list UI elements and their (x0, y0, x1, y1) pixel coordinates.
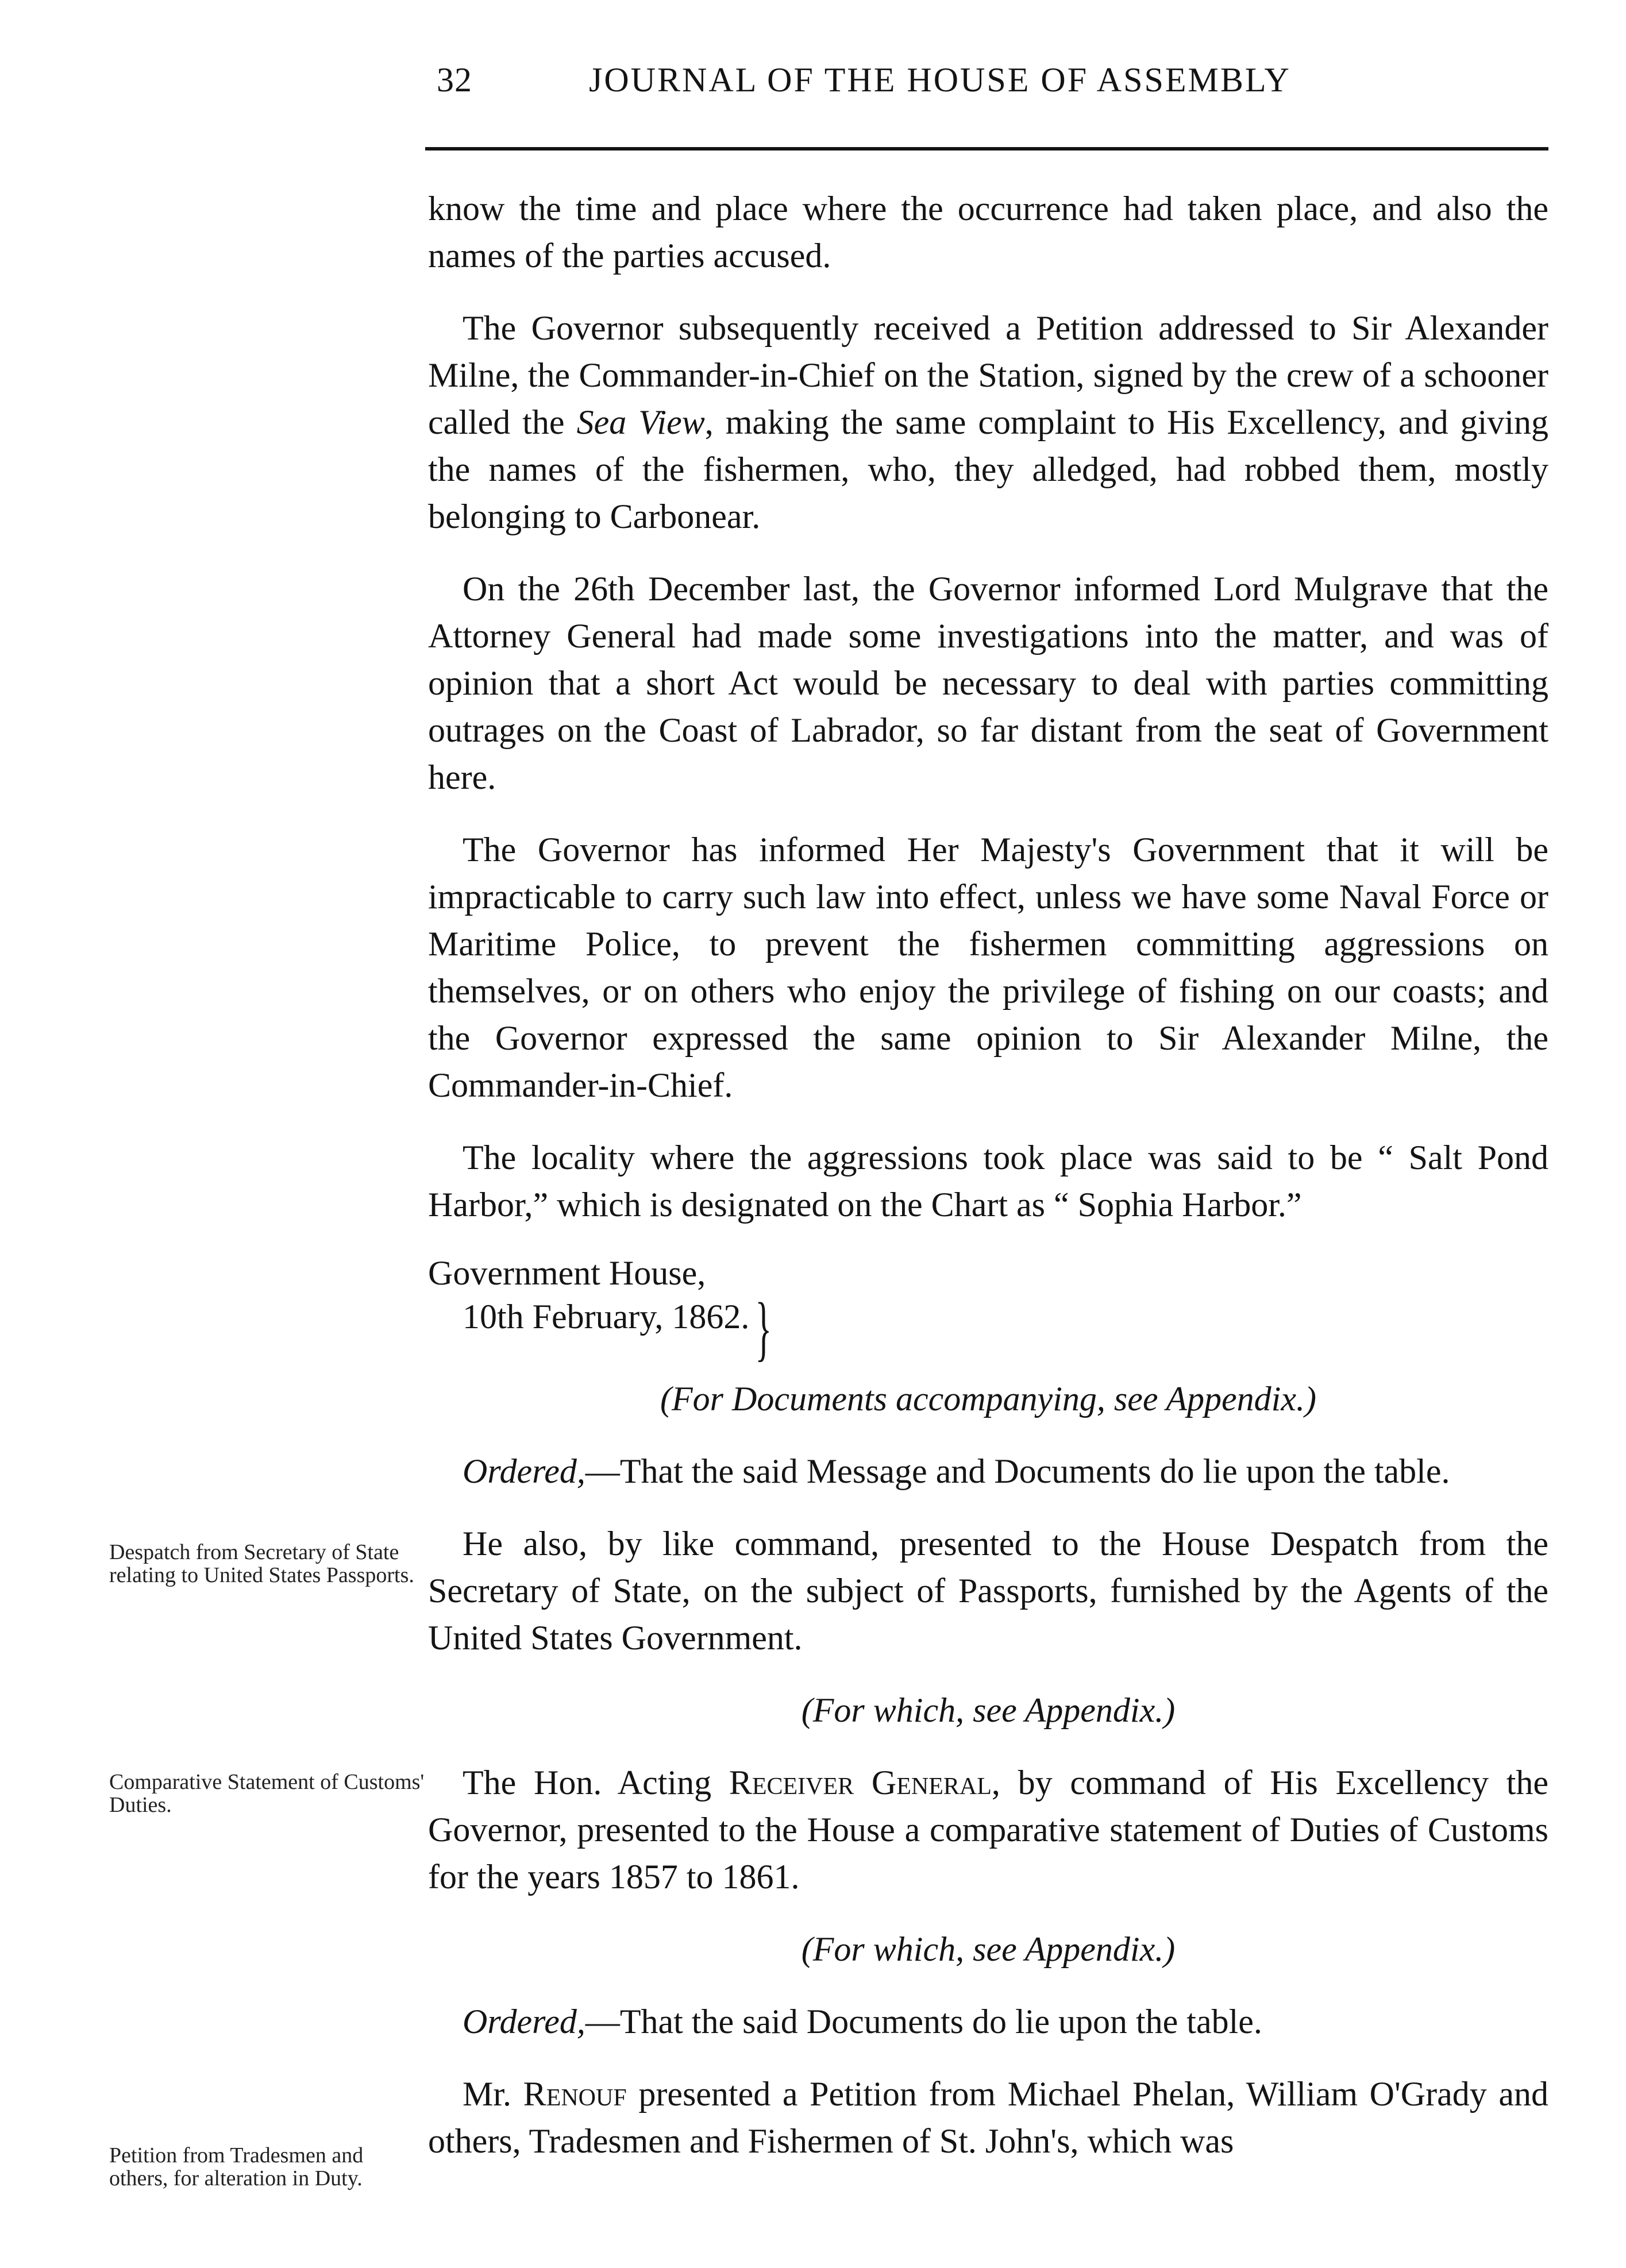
ordered-message (428, 1448, 1548, 1495)
main-text (428, 185, 1548, 2165)
ship-name: Sea View (576, 403, 705, 441)
page-header (425, 60, 1551, 101)
paragraph-text: The Governor subsequently received a Petition addressed to Sir Alexander Milne, the Commander-in-Chief on the Station, signed by the crew of a schooner called the (428, 309, 1548, 441)
paragraph-customs (428, 1759, 1548, 1900)
paragraph-text: presented a Petition from Michael Phelan, William O'Grady and others, Tradesmen and Fishermen of St. John's, which was (428, 2075, 1548, 2160)
appendix-note: (For which, see Appendix.) (801, 1930, 1176, 1968)
paragraph-petition-renouf (428, 2070, 1548, 2165)
signature-place: Government House, (428, 1254, 706, 1292)
paragraph-petition-sea-view (428, 304, 1548, 540)
running-title: JOURNAL OF THE HOUSE OF ASSEMBLY (589, 61, 1291, 99)
sidenote-petition: Petition from Tradesmen and others, for alteration in Duty. (109, 2143, 364, 2190)
signature-block (428, 1251, 1548, 1368)
ordered-documents (428, 1998, 1548, 2045)
paragraph-text: Mr. (463, 2075, 523, 2113)
ordered-text: —That the said Documents do lie upon the table. (585, 2003, 1262, 2041)
sidenote-despatch: Despatch from Secretary of State relating to United States Passports. (109, 1540, 414, 1587)
member-name: Renouf (523, 2075, 627, 2113)
appendix-note: (For which, see Appendix.) (801, 1691, 1176, 1729)
paragraph-december: On the 26th December last, the Governor informed Lord Mulgrave that the Attorney General had made some investigations into the matter, and was of opinion that a short Act would be necessary to deal with parties committing outrages on the Coast of Labrador, so far distant from the seat of Government here. (428, 570, 1548, 796)
signature-line (428, 1288, 1548, 1368)
ordered-label: Ordered, (463, 2003, 585, 2041)
signature-date: 10th February, 1862. (463, 1298, 750, 1336)
paragraph-text: , by command of His Excellency the Governor, presented to the House a comparative statement of Duties of Customs for the years 1857 to 1861. (428, 1764, 1549, 1896)
paragraph-text: , making the same complaint to His Excellency, and giving the names of the fishermen, who, they alledged, had robbed them, mostly belonging to Carbonear. (428, 403, 1548, 535)
official-title: Receiver General (729, 1764, 992, 1802)
signature-line (428, 1251, 1548, 1295)
paragraph-continued: know the time and place where the occurrence had taken place, and also the names of the parties accused. (428, 190, 1548, 275)
header-rule (425, 147, 1548, 151)
paragraph-locality: The locality where the aggressions took place was said to be “ Salt Pond Harbor,” which is designated on the Chart as “ Sophia Harbor.” (428, 1139, 1548, 1224)
paragraph-text: The Hon. Acting (463, 1764, 729, 1802)
ordered-label: Ordered, (463, 1452, 585, 1490)
brace: } (755, 1288, 772, 1368)
appendix-note: (For Documents accompanying, see Appendix.) (660, 1380, 1316, 1418)
paragraph-naval-force: The Governor has informed Her Majesty's Government that it will be impracticable to carry such law into effect, unless we have some Naval Force or Maritime Police, to prevent the fishermen committing aggressions on themselves, or on others who enjoy the privilege of fishing on our coasts; and the Governor expressed the same opinion to Sir Alexander Milne, the Commander-in-Chief. (428, 831, 1548, 1104)
page-number: 32 (437, 61, 472, 99)
paragraph-passports: He also, by like command, presented to the House Despatch from the Secretary of State, on the subject of Passports, furnished by the Agents of the United States Government. (428, 1525, 1548, 1657)
sidenote-customs: Comparative Statement of Customs' Duties. (109, 1770, 425, 1817)
ordered-text: —That the said Message and Documents do lie upon the table. (585, 1452, 1450, 1490)
